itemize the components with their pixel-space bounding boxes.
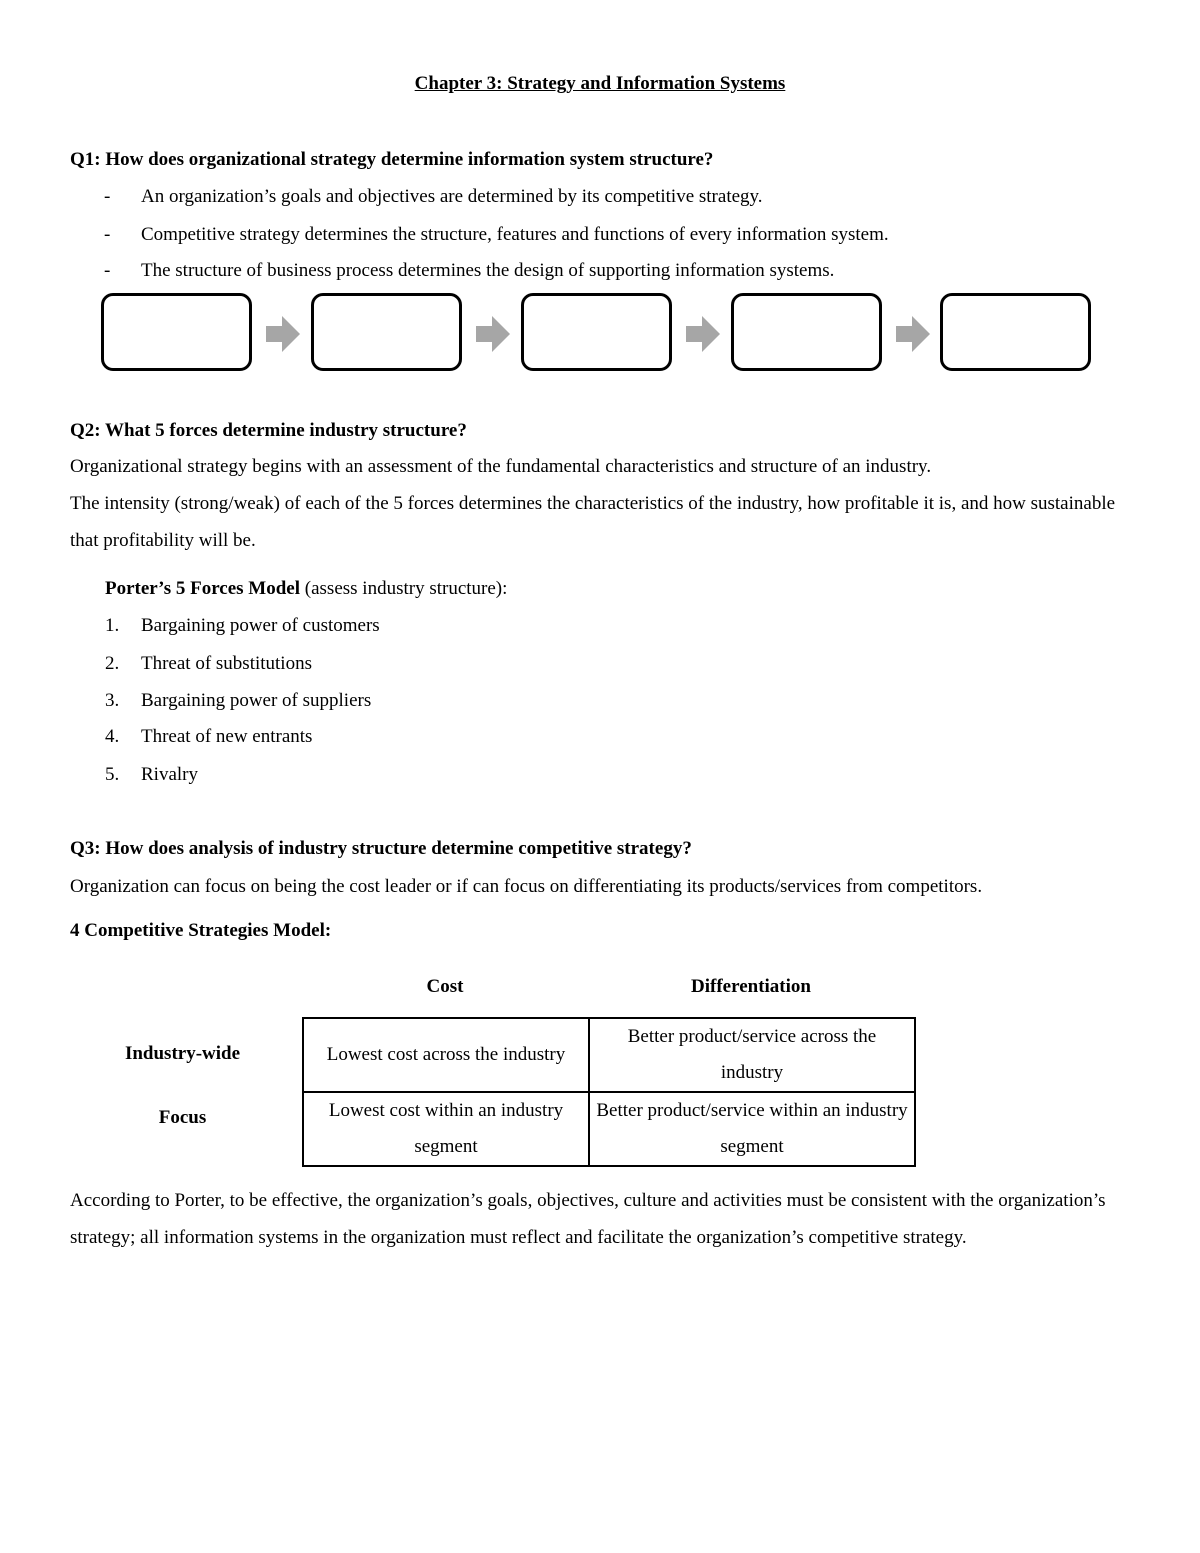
flow-box [101, 293, 252, 371]
list-text: Rivalry [141, 764, 198, 785]
flow-box [731, 293, 882, 371]
flow-box [940, 293, 1091, 371]
porter-model-heading [105, 579, 507, 598]
bullet-marker: - [104, 260, 111, 281]
arrow-right-icon [686, 316, 720, 352]
arrow-right-icon [896, 316, 930, 352]
column-header-cost: Cost [426, 976, 464, 997]
table-cell: Lowest cost across the industry [303, 1018, 589, 1092]
list-text: Threat of new entrants [141, 726, 313, 747]
list-text: Bargaining power of customers [141, 615, 380, 636]
q2-heading: Q2: What 5 forces determine industry structure? [70, 420, 467, 441]
list-number: 3. [105, 690, 120, 711]
porter-model-title: Porter’s 5 Forces Model [105, 578, 301, 599]
list-number: 1. [105, 615, 120, 636]
flow-box [311, 293, 462, 371]
q3-heading: Q3: How does analysis of industry structure determine competitive strategy? [70, 838, 692, 859]
table-cell: Lowest cost within an industry segment [303, 1092, 589, 1166]
list-number: 5. [105, 764, 120, 785]
arrow-right-icon [266, 316, 300, 352]
arrow-right-icon [476, 316, 510, 352]
competitive-strategies-table [302, 1017, 916, 1167]
row-header-industry-wide: Industry-wide [124, 1043, 241, 1064]
bullet-marker: - [104, 224, 111, 245]
q2-paragraph-1: Organizational strategy begins with an assessment of the fundamental characteristics and structure of an industry. [70, 456, 932, 477]
list-number: 2. [105, 653, 120, 674]
closing-paragraph: According to Porter, to be effective, the organization’s goals, objectives, culture and activities must be consistent with the organization’s strategy; all information systems in the organization must reflect and facilitate the organization’s competitive strategy. [70, 1190, 1106, 1248]
list-number: 4. [105, 726, 120, 747]
bullet-text: Competitive strategy determines the structure, features and functions of every information system. [141, 224, 889, 245]
bullet-text: The structure of business process determines the design of supporting information systems. [141, 260, 835, 281]
list-text: Threat of substitutions [141, 653, 312, 674]
table-cell: Better product/service within an industry segment [589, 1092, 915, 1166]
table-row [303, 1018, 915, 1092]
bullet-marker: - [104, 186, 111, 207]
page-title: Chapter 3: Strategy and Information Systems [414, 73, 786, 94]
q2-paragraph-2: The intensity (strong/weak) of each of the 5 forces determines the characteristics of the industry, how profitable it is, and how sustainable that profitability will be. [70, 493, 1116, 551]
q1-heading: Q1: How does organizational strategy determine information system structure? [70, 149, 714, 170]
list-text: Bargaining power of suppliers [141, 690, 372, 711]
strategies-model-heading: 4 Competitive Strategies Model: [70, 920, 332, 941]
table-cell: Better product/service across the industry [589, 1018, 915, 1092]
q3-paragraph: Organization can focus on being the cost leader or if can focus on differentiating its products/services from competitors. [70, 876, 983, 897]
column-header-differentiation: Differentiation [691, 976, 811, 997]
table-row [303, 1092, 915, 1166]
bullet-text: An organization’s goals and objectives are determined by its competitive strategy. [141, 186, 763, 207]
row-header-focus: Focus [158, 1107, 207, 1128]
flow-box [521, 293, 672, 371]
porter-model-subtitle: (assess industry structure): [300, 578, 508, 599]
